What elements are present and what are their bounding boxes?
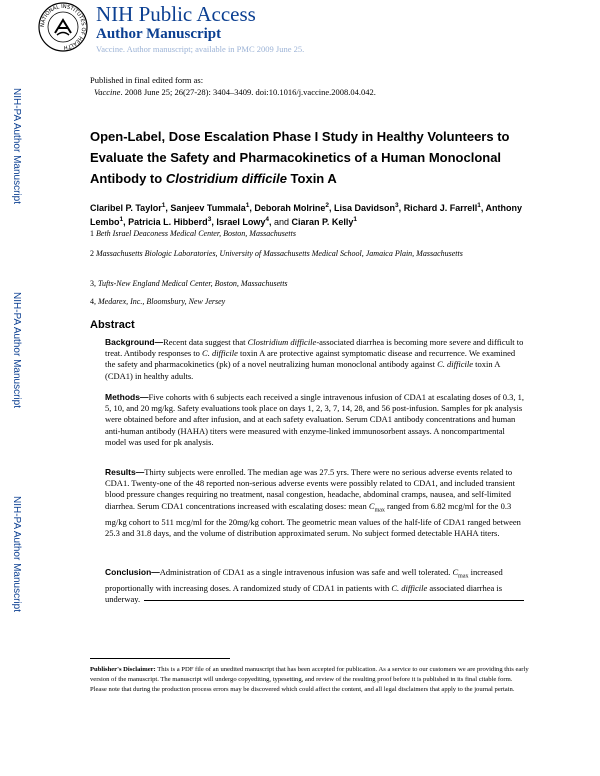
publisher-disclaimer: Publisher's Disclaimer: This is a PDF file of an unedited manuscript that has been accepted for publication. As a service to our customers we are providing this early version of the manuscript. The manuscript will undergo copyediting, typesetting, and review of the resulting proof before it is published in its final citable form. Please note that during the production process errors may be discovered which could affect the content, and all legal disclaimers that apply to the journal pertain. (90, 666, 529, 693)
author: Lisa Davidson$^3$ (334, 202, 399, 213)
sidebar-label-3: NIH-PA Author Manuscript (11, 496, 22, 612)
author: Ciaran P. Kelly$^1$ (291, 216, 358, 227)
published-in-line: Published in final edited form as: (90, 75, 204, 85)
journal-name: Vaccine (94, 87, 121, 97)
seal-text: NATIONAL INSTITUTES OF HEALTH (39, 3, 87, 51)
affiliation: 3, Tufts-New England Medical Center, Boston, Massachusetts (90, 279, 288, 288)
abstract-conclusion: Conclusion—Administration of CDA1 as a single intravenous infusion was safe and well tolerated. $C_{max}$ increased proportionally with increasing doses. A randomized study of CDA1 in patients with C. difficile associated diarrhea is underway. (105, 567, 503, 605)
affiliation: 2 Massachusetts Biologic Laboratories, University of Massachusetts Medical School, Jamaica Plain, Massachusetts (90, 249, 463, 258)
citation: . 2008 June 25; 26(27-28): 3404–3409. doi:10.1016/j.vaccine.2008.04.042. (120, 87, 376, 97)
article-title: Open-Label, Dose Escalation Phase I Study in Healthy Volunteers to Evaluate the Safety and Pharmacokinetics of a Human Monoclonal Antibody to Clostridium difficile Toxin A (90, 129, 510, 186)
affiliation: 4, Medarex, Inc., Bloomsbury, New Jersey (90, 297, 226, 306)
sidebar-label-2: NIH-PA Author Manuscript (11, 292, 22, 408)
publication-info (90, 74, 376, 98)
author: Deborah Molrine$^2$ (254, 202, 329, 213)
author: Patricia L. Hibberd$^3$ (128, 216, 212, 227)
author: Claribel P. Taylor$^1$ (90, 202, 166, 213)
abstract-heading: Abstract (90, 319, 135, 331)
author-manuscript-label: Author Manuscript (96, 26, 222, 42)
footnote-rule (90, 658, 230, 659)
nih-public-access-title: NIH Public Access (96, 2, 256, 26)
author: Richard J. Farrell$^1$ (403, 202, 481, 213)
svg-text:NATIONAL INSTITUTES OF HEALTH (40, 4, 86, 50)
author: Anthony Lembo$^1$ (90, 203, 523, 227)
divider (144, 600, 524, 601)
abstract-background: Background—Recent data suggest that Clostridium difficile-associated diarrhea is becoming more severe and difficult to treat. Antibody responses to C. difficile toxin A are protective against symptomatic disease and recurrence. We examined the safety and pharmacokinetics (pk) of a novel neutralizing human monoclonal antibody against C. difficile toxin A (CDA1) in healthy adults. (105, 337, 524, 381)
abstract-results: Results—Thirty subjects were enrolled. The median age was 27.5 yrs. There were no serious adverse events related to CDA1. Twenty-one of the 48 reported non-serious adverse events were possibly related to CDA1, and included transient blood pressure changes requiring no treatment, nasal congestion, headache, abdominal cramps, nausea, and self-limited diarrhea. Serum CDA1 concentrations increased with escalating doses: mean $C_{max}$ ranged from 6.82 mcg/ml for the 0.3 mg/kg cohort to 511 mcg/ml for the 20mg/kg cohort. The geometric mean values of the half-life of CDA1 ranged between 25.3 and 31.8 days, and the volume of distribution approximated serum. No subject formed detectable HAHA titers. (105, 467, 521, 538)
sidebar-label-1: NIH-PA Author Manuscript (11, 88, 22, 204)
nih-seal-logo (38, 2, 88, 52)
abstract-methods: Methods—Five cohorts with 6 subjects each received a single intravenous infusion of CDA1 at escalating doses of 0.3, 1, 5, 10, and 20 mg/kg. Safety evaluations took place on days 1, 2, 3, 7, 14, 28, and 56 post-infusion. Samples for pk analysis were obtained before and after infusion, and at each safety evaluation. Serum CDA1 antibody concentrations and human anti-human antibody (HAHA) titers were measured with enzyme-linked immunosorbent assays. A noncompartmental model was used for pk analysis. (105, 392, 525, 447)
affiliation: 1 Beth Israel Deaconess Medical Center, Boston, Massachusetts (90, 229, 296, 238)
author: Israel Lowy$^4$ (216, 216, 269, 227)
author: Sanjeev Tummala$^1$ (170, 202, 250, 213)
availability-note: Vaccine. Author manuscript; available in PMC 2009 June 25. (96, 44, 305, 54)
author-list: Claribel P. Taylor$^1$, Sanjeev Tummala$^1$, Deborah Molrine$^2$, Lisa Davidson$^3$, Richard J. Farrell$^1$, Anthony Lembo$^1$, Patricia L. Hibberd$^3$, Israel Lowy$^4$, and Ciaran P. Kelly$^1$ (90, 202, 523, 227)
